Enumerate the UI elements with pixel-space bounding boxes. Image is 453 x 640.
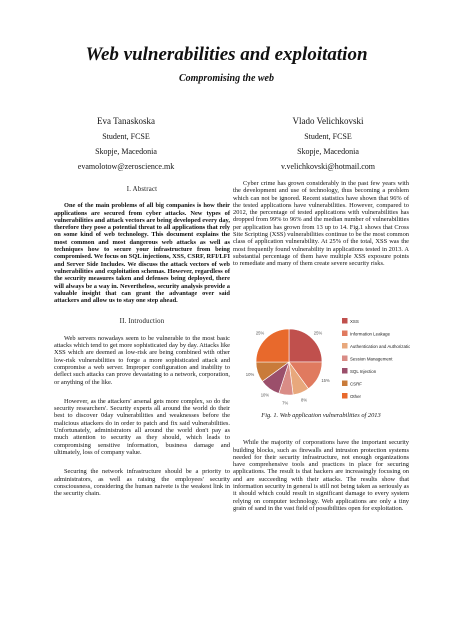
body-paragraph-2: While the majority of corporations have the important security building blocks, such as firewalls and intrusion protection systems needed for their security infrastructure, not enough organizations have comprehensive tools and practices in place for securing applications. The result is that hackers are increasingly focusing on and are succeeding with their attacks. The results show that information security in general is still not being taken as seriously as it should which could result in significant damage to every system relying on computer technology. Web applications are only a tiny grain of sand in the vast field of possibilities open for exploitation. bbox=[233, 439, 409, 512]
abstract-text: One of the main problems of all big companies is how their applications are secured from cyber attacks. New types of vulnerabilities and attack vectors are being developed every day, therefore they pose a potential threat to all applications that rely on some kind of web technology. This document explains the most common and most dangerous web attacks as well as techniques how to secure your infrastructure from being compromised. We focus on SQL injections, XSS, CSRF, RFI/LFI and Server Side Includes. We discuss the attack vectors of web vulnerabilities and exploitation schemas. However, regardless of the security measures taken and defenses being deployed, there will always be a way in. Nevertheless, security analysis provide a valuable insight that can grant the advantage over said attackers and allow us to stay one step ahead. bbox=[54, 202, 230, 305]
author-block-2 bbox=[243, 114, 413, 174]
intro-heading: II. Introduction bbox=[119, 318, 165, 326]
legend-swatch bbox=[342, 343, 348, 349]
legend-label: SQL Injection bbox=[350, 368, 377, 374]
legend-swatch bbox=[342, 368, 348, 374]
legend-label: XSS bbox=[350, 318, 359, 324]
author-location: Skopje, Macedonia bbox=[297, 147, 359, 156]
legend-swatch bbox=[342, 356, 348, 362]
author-email: v.velichkovski@hotmail.com bbox=[281, 162, 375, 171]
legend-label: Information Leakage bbox=[350, 331, 391, 337]
author-name: Vlado Velichkovski bbox=[292, 116, 364, 126]
left-column bbox=[54, 186, 230, 497]
legend-label: Authentication and Authorization bbox=[350, 343, 410, 349]
slice-label: 10% bbox=[260, 392, 270, 398]
intro-paragraph-2: However, as the attackers' arsenal gets more complex, so do the security researchers'. Security experts all around the world do their best to discover 0day vulnerabilities and weaknesses before the malicious attackers do in order to patch and fix said vulnerabilities. Unfortunately, administrators all around the world don't pay as much attention to security as they should, which leads to compromising sensitive information, business damage and ultimately, loss of company value. bbox=[54, 397, 230, 456]
author-name: Eva Tanaskoska bbox=[97, 116, 155, 126]
slice-label: 10% bbox=[245, 372, 255, 378]
figure-caption: Fig. 1. Web application vulnerabilities of 2013 bbox=[261, 412, 381, 419]
slice-label: 7% bbox=[282, 400, 289, 406]
legend-swatch bbox=[342, 393, 348, 399]
body-paragraph-1: Cyber crime has grown considerably in the past few years with the development and use of technology, thus becoming a problem which can not be ignored. Recent statistics have shown that 96% of the tested applications have vulnerabilities. However, compared to 2012, the percentage of tested applications with vulnerabilities has dropped from 99% to 96% and the median number of vulnerabilities per application has grown from 13 up to 14. Fig.1 shows that Cross Site Scripting (XSS) vulnerabilities continue to be the most common class of application vulnerability. At 25% of the total, XSS was the most frequently found vulnerability in applications tested in 2013. A substantial percentage of them have multiple XSS exposure points to remediate and many of them create severe security risks. bbox=[233, 180, 409, 268]
legend-label: Other bbox=[350, 393, 361, 399]
author-role: Student, FCSE bbox=[102, 132, 150, 141]
legend-swatch bbox=[342, 318, 348, 324]
legend-swatch bbox=[342, 381, 348, 387]
legend-label: Session Management bbox=[350, 356, 393, 362]
pie-chart bbox=[240, 312, 410, 412]
slice-label: 25% bbox=[313, 330, 323, 336]
figure-1 bbox=[240, 312, 410, 412]
legend-label: CSRF bbox=[350, 381, 362, 387]
abstract-heading: I. Abstract bbox=[126, 186, 158, 193]
author-block-1 bbox=[41, 114, 211, 174]
author-location: Skopje, Macedonia bbox=[95, 147, 157, 156]
slice-label: 15% bbox=[321, 378, 330, 384]
legend-swatch bbox=[342, 331, 348, 337]
paper-subtitle: Compromising the web bbox=[178, 73, 274, 84]
slice-label: 8% bbox=[301, 397, 308, 403]
right-column bbox=[233, 180, 409, 268]
right-column-lower bbox=[233, 412, 409, 512]
author-email: evamolotow@zeroscience.mk bbox=[77, 162, 175, 171]
intro-paragraph-1: Web servers nowadays seem to be vulnerable to the most basic attacks which tend to get more sophisticated day by day. Attacks like XSS which are deemed as low-risk are being combined with other low-risk vulnerabilities to forge a more sophisticated attack and compromise a web server. Improper configuration and inability to deflect such attacks can prove devastating to a network, corporation, or anything of the like. bbox=[54, 334, 230, 386]
author-role: Student, FCSE bbox=[304, 132, 352, 141]
intro-paragraph-3: Securing the network infrastructure should be a priority to administrators, as well as raising the employees' security consciousness, considering the human naivete is the weakest link in the security chain. bbox=[54, 468, 230, 498]
paper-title: Web vulnerabilities and exploitation bbox=[85, 44, 368, 65]
slice-label: 25% bbox=[255, 330, 265, 336]
